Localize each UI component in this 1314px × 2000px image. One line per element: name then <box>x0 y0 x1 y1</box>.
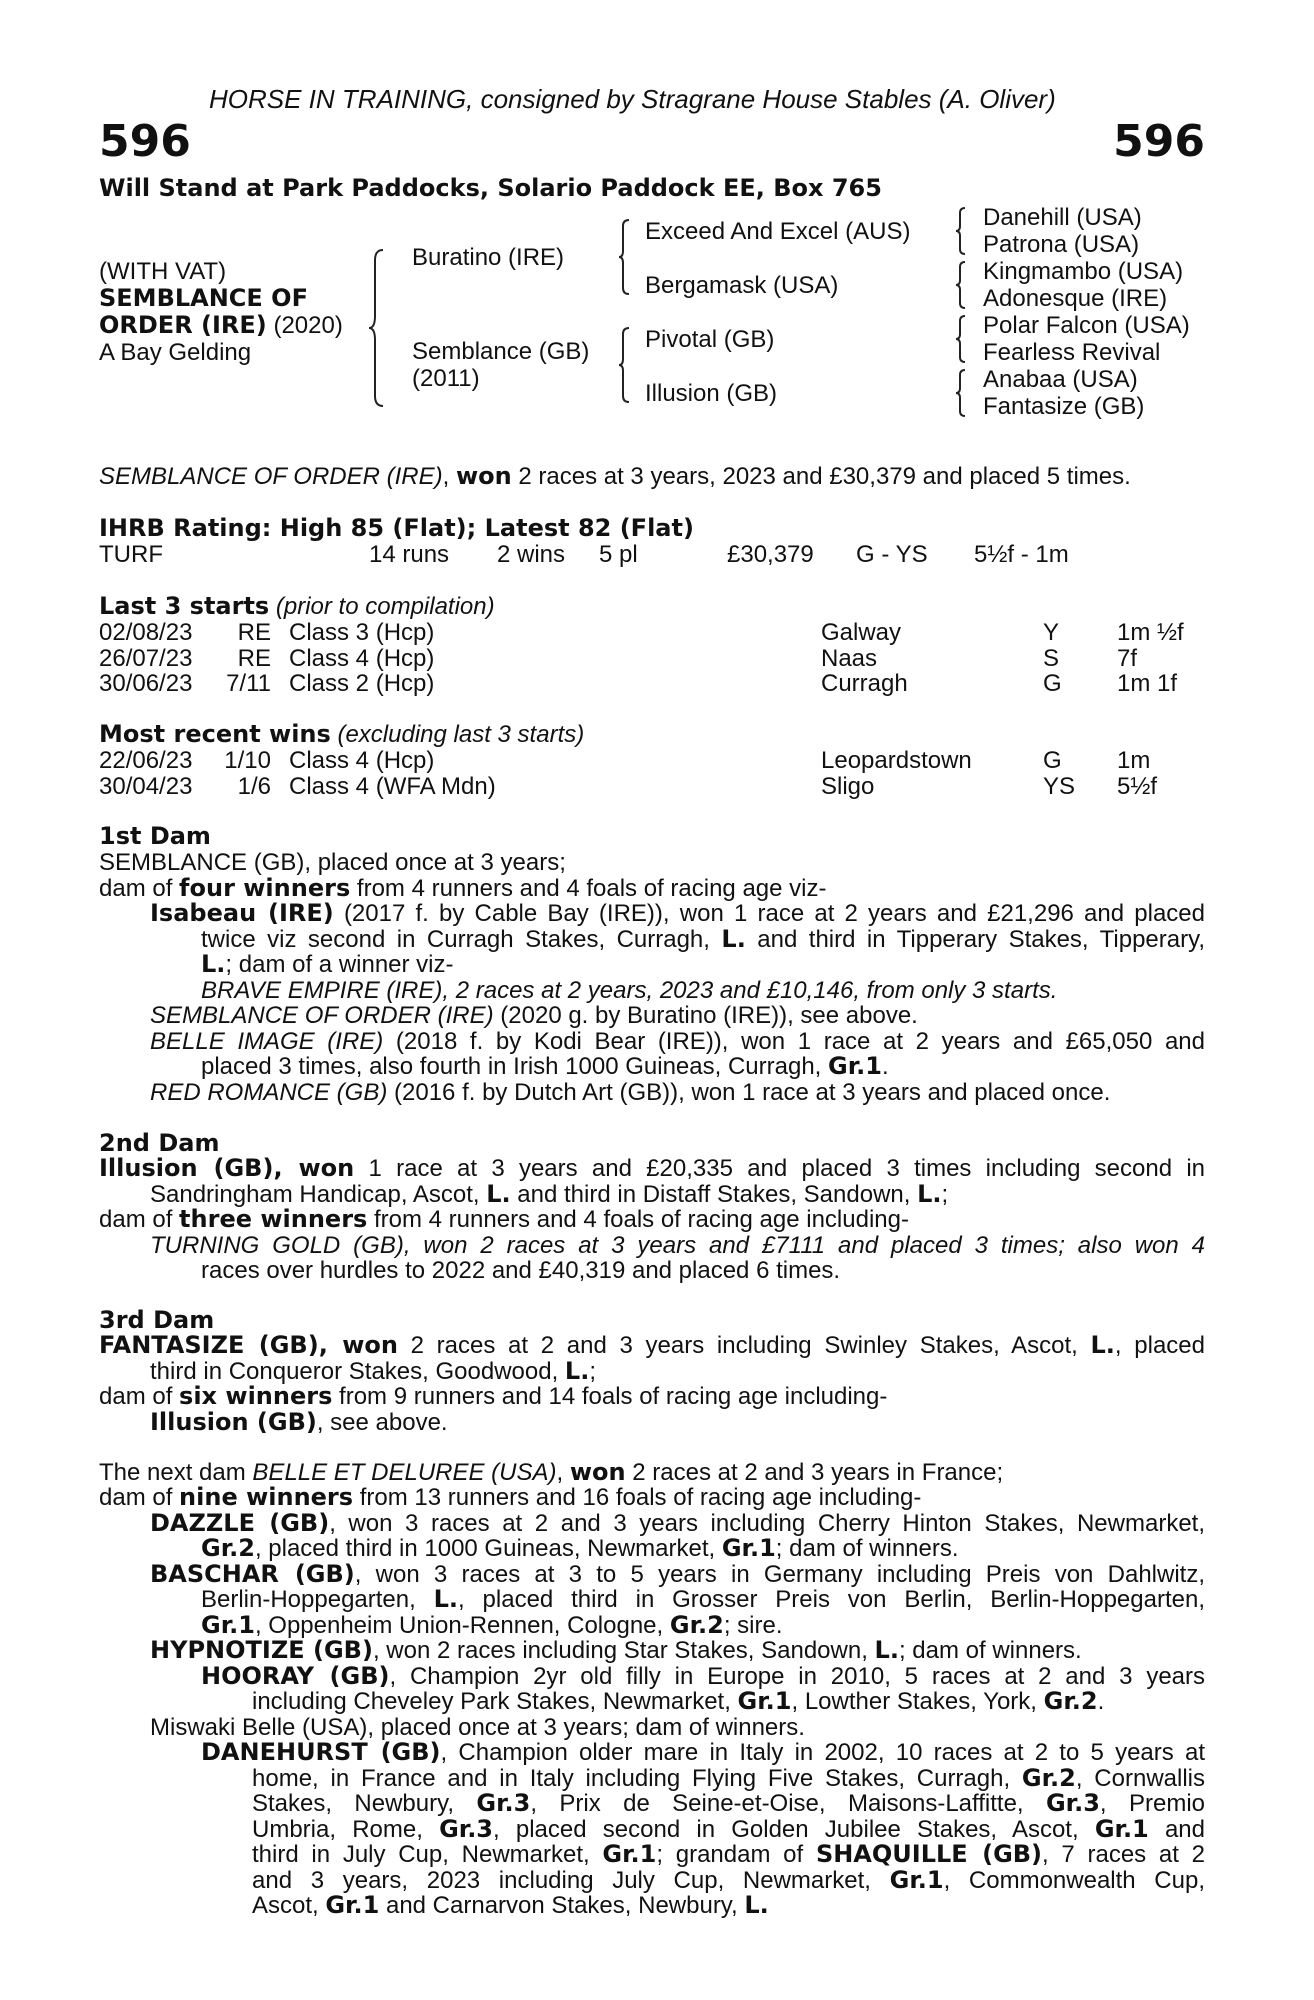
last-starts-note: (prior to compilation) <box>269 593 495 620</box>
rating-title: IHRB Rating: High 85 (Flat); Latest 82 (Flat) <box>99 514 694 542</box>
last-starts-pos: RE <box>237 644 271 672</box>
next-dam-line1 <box>99 1460 1205 1486</box>
third-dam-line3 <box>99 1384 1205 1410</box>
tg-name: TURNING GOLD (GB) <box>150 1232 404 1259</box>
summary-rest: 2 races at 3 years, 2023 and £30,379 and placed 5 times. <box>511 463 1131 490</box>
sire-name: Buratino (IRE) <box>412 244 565 271</box>
last-starts-heading: Last 3 starts <box>99 592 270 620</box>
dsd-name: Fearless Revival <box>983 339 1161 366</box>
listed-mark: L. <box>486 1180 511 1208</box>
t: , placed second in Golden Jubilee Stakes, Ascot, <box>493 1816 1095 1843</box>
baschar-line2 <box>201 1587 1205 1613</box>
t: and Carnarvon Stakes, Newbury, <box>379 1892 745 1919</box>
recent-wins-course: Sligo <box>821 772 875 800</box>
horse-name-line2 <box>99 312 343 339</box>
consignment-header: HORSE IN TRAINING, consigned by Stragrane House Stables (A. Oliver) <box>209 84 1056 114</box>
t: dam of <box>99 1383 180 1410</box>
dazzle-line2 <box>201 1536 1307 1562</box>
t: , Lowther Stakes, York, <box>791 1688 1044 1715</box>
t: , 2 races at 2 years, 2023 and £10,146, from only 3 starts. <box>442 977 1058 1004</box>
t: Gr.2 <box>1043 1687 1098 1715</box>
t: , placed <box>1114 1332 1205 1359</box>
brave-name: BRAVE EMPIRE (IRE) <box>201 977 443 1004</box>
t: Berlin-Hoppegarten, <box>201 1586 434 1613</box>
t: ; dam of winners. <box>775 1535 959 1562</box>
t: four winners <box>179 874 351 902</box>
last-starts-race: Class 3 (Hcp) <box>289 619 435 646</box>
recent-wins-row <box>99 748 1205 774</box>
last-starts-going: Y <box>1043 619 1060 646</box>
t: Illusion (GB) <box>150 1408 317 1436</box>
horse-year: (2020) <box>266 312 343 339</box>
vat-label: (WITH VAT) <box>99 258 227 285</box>
t: Gr.1 <box>201 1611 255 1639</box>
first-dam-line2 <box>99 876 1205 902</box>
t: and 3 years, 2023 including July Cup, Newmarket, <box>252 1867 890 1894</box>
last-starts-race: Class 2 (Hcp) <box>289 670 435 698</box>
t: Gr.1 <box>889 1866 944 1894</box>
t: ; dam of winners. <box>898 1637 1082 1664</box>
recent-wins-going: YS <box>1043 772 1076 800</box>
rating-wins: 2 wins <box>497 541 566 568</box>
t: HYPNOTIZE (GB) <box>150 1636 373 1664</box>
t: Gr.1 <box>721 1534 776 1562</box>
recent-wins-race: Class 4 (WFA Mdn) <box>289 772 496 800</box>
won: won <box>569 1458 626 1486</box>
last-starts-date: 02/08/23 <box>99 619 193 646</box>
brave-empire-line <box>201 978 1307 1004</box>
pedigree-brace-sd <box>955 260 967 310</box>
ssd-name: Patrona (USA) <box>983 231 1140 258</box>
recent-wins-note: (excluding last 3 starts) <box>330 721 585 748</box>
t: ; <box>589 1358 596 1385</box>
t: including Cheveley Park Stakes, Newmarket, <box>252 1688 738 1715</box>
last-starts-dist: 7f <box>1117 644 1138 672</box>
recent-wins-course: Leopardstown <box>821 747 972 774</box>
second-dam-title: 2nd Dam <box>99 1129 220 1157</box>
t: . <box>881 1053 889 1080</box>
t: from 13 runners and 16 foals of racing age including- <box>353 1484 922 1511</box>
t: , Oppenheim Union-Rennen, Cologne, <box>254 1612 670 1639</box>
t: third in July Cup, Newmarket, <box>252 1841 603 1868</box>
t: Gr.2 <box>1021 1764 1076 1792</box>
last-starts-course: Naas <box>821 644 878 672</box>
t: Gr.1 <box>325 1891 380 1919</box>
turning-gold-line1 <box>150 1233 1205 1259</box>
summary-sep: , <box>442 463 456 490</box>
sds-name: Kingmambo (USA) <box>983 258 1184 285</box>
recent-wins-pos: 1/6 <box>237 772 271 800</box>
t: , placed third in 1000 Guineas, Newmarket, <box>254 1535 722 1562</box>
pedigree-brace-dd <box>955 368 967 418</box>
third-dam-line4 <box>150 1410 1256 1436</box>
first-dam-title: 1st Dam <box>99 822 211 850</box>
t: . <box>1097 1688 1105 1715</box>
recent-wins-title <box>99 722 1205 748</box>
baschar-line3 <box>201 1613 1307 1639</box>
danehurst-line7 <box>252 1893 1314 1919</box>
last-starts-dist: 1m ½f <box>1117 619 1184 646</box>
last-starts-row <box>99 671 1205 697</box>
t: SHAQUILLE (GB) <box>815 1840 1043 1868</box>
belle-image-line2 <box>201 1054 1307 1080</box>
t: HOORAY (GB) <box>201 1662 390 1690</box>
listed-mark: L. <box>917 1180 942 1208</box>
stand-location: Will Stand at Park Paddocks, Solario Paddock EE, Box 765 <box>99 174 882 202</box>
last-starts-title <box>99 594 1205 620</box>
recent-wins-heading: Most recent wins <box>99 720 331 748</box>
t: , placed third in Grosser Preis von Berlin, Berlin-Hoppegarten, <box>458 1586 1205 1613</box>
danehurst-line1 <box>201 1740 1205 1766</box>
recent-wins-dist: 5½f <box>1117 772 1158 800</box>
t: Sandringham Handicap, Ascot, <box>150 1181 487 1208</box>
t: ; sire. <box>723 1612 783 1639</box>
t: , won 3 races at 2 and 3 years including Cherry Hinton Stakes, Newmarket, <box>329 1510 1205 1537</box>
t: six winners <box>179 1382 333 1410</box>
rating-row <box>99 542 1205 568</box>
horse-description: A Bay Gelding <box>99 339 252 366</box>
t: BASCHAR (GB) <box>150 1560 355 1588</box>
recent-wins-dist: 1m <box>1117 747 1151 774</box>
t: Ascot, <box>252 1892 326 1919</box>
t: nine winners <box>179 1483 354 1511</box>
last-starts-row <box>99 620 1205 646</box>
won: , won <box>273 1154 355 1182</box>
belle-image-line1 <box>150 1029 1205 1055</box>
t: ; <box>941 1181 949 1208</box>
last-starts-pos: RE <box>237 619 271 646</box>
isabeau-line3 <box>201 952 1307 978</box>
recent-wins-race: Class 4 (Hcp) <box>289 747 435 774</box>
t: Gr.3 <box>439 1815 494 1843</box>
t: , Cornwallis <box>1075 1765 1206 1792</box>
recent-wins-pos: 1/10 <box>224 747 271 774</box>
last-starts-dist: 1m 1f <box>1117 670 1178 698</box>
listed-mark: L. <box>1090 1331 1115 1359</box>
t: (2017 f. by Cable Bay (IRE)), won 1 race at 2 years and £21,296 and placed <box>333 900 1205 927</box>
isabeau-line1 <box>150 901 1205 927</box>
listed-mark: L. <box>201 950 226 978</box>
t: from 4 runners and 4 foals of racing age viz- <box>350 875 827 902</box>
rating-placed: 5 pl <box>599 541 638 568</box>
t: BELLE ET DELUREE (USA) <box>252 1459 557 1486</box>
pedigree-brace-sire <box>617 218 631 296</box>
t: , won 2 races including Star Stakes, Sandown, <box>372 1637 875 1664</box>
t: The next dam <box>99 1459 253 1486</box>
t: , <box>556 1459 570 1486</box>
t: Umbria, Rome, <box>252 1816 440 1843</box>
dazzle-line1 <box>150 1511 1205 1537</box>
t: , Prix de Seine-et-Oise, Maisons-Laffitte, <box>530 1790 1046 1817</box>
horse-name-line1: SEMBLANCE OF <box>99 284 308 312</box>
t: Stakes, Newbury, <box>252 1790 477 1817</box>
summary-won: won <box>455 462 512 490</box>
pedigree-brace-main <box>367 248 385 408</box>
t: and third in Tipperary Stakes, Tipperary, <box>745 926 1205 953</box>
t: Gr.2 <box>201 1534 255 1562</box>
red-romance-line <box>150 1080 1256 1106</box>
danehurst-line3 <box>252 1791 1205 1817</box>
second-dam-line2 <box>150 1182 1256 1208</box>
first-dam-line1: SEMBLANCE (GB), placed once at 3 years; <box>99 849 566 876</box>
t: L. <box>433 1585 459 1613</box>
isabeau-line2 <box>201 927 1205 953</box>
lot-number-left: 596 <box>99 116 191 167</box>
last-starts-going: S <box>1043 644 1060 672</box>
t: Gr.3 <box>476 1789 531 1817</box>
dd-name: Illusion (GB) <box>645 380 778 407</box>
lot-number-right: 596 <box>1113 116 1205 167</box>
t: L. <box>874 1636 899 1664</box>
won: , won <box>318 1331 398 1359</box>
second-dam-line1 <box>99 1156 1205 1182</box>
danehurst-line6 <box>252 1868 1205 1894</box>
last-starts-race: Class 4 (Hcp) <box>289 644 435 672</box>
rating-runs: 14 runs <box>369 541 450 568</box>
fantasize-name: FANTASIZE (GB) <box>99 1331 319 1359</box>
t: third in Conqueror Stakes, Goodwood, <box>150 1358 565 1385</box>
ds-name: Pivotal (GB) <box>645 326 775 353</box>
third-dam-title: 3rd Dam <box>99 1306 215 1334</box>
t: , see above. <box>316 1409 448 1436</box>
dss-name: Polar Falcon (USA) <box>983 312 1190 339</box>
t: from 4 runners and 4 foals of racing age including- <box>367 1206 909 1233</box>
listed-mark: L. <box>721 925 746 953</box>
t: and third in Distaff Stakes, Sandown, <box>510 1181 918 1208</box>
t: Gr.1 <box>1094 1815 1149 1843</box>
recent-wins-going: G <box>1043 747 1062 774</box>
t: ; grandam of <box>656 1841 816 1868</box>
t: , 7 races at 2 <box>1042 1841 1206 1868</box>
third-dam-line2 <box>150 1359 1256 1385</box>
illusion-name: Illusion (GB) <box>99 1154 274 1182</box>
ss-name: Exceed And Excel (AUS) <box>645 218 911 245</box>
last-starts-row <box>99 646 1205 672</box>
t: Gr.1 <box>737 1687 792 1715</box>
t: dam of <box>99 875 180 902</box>
t: placed 3 times, also fourth in Irish 1000 Guineas, Curragh, <box>201 1053 828 1080</box>
t: L. <box>744 1891 769 1919</box>
t: twice viz second in Curragh Stakes, Curragh, <box>201 926 722 953</box>
t: Gr.1 <box>602 1840 657 1868</box>
t: Gr.3 <box>1045 1789 1100 1817</box>
dds-name: Anabaa (USA) <box>983 366 1138 393</box>
last-starts-pos: 7/11 <box>226 670 271 698</box>
recent-wins-date: 22/06/23 <box>99 747 193 774</box>
t: (2016 f. by Dutch Art (GB)), won 1 race at 3 years and placed once. <box>387 1079 1111 1106</box>
gr1-mark: Gr.1 <box>828 1052 882 1080</box>
recent-wins-date: 30/04/23 <box>99 772 193 800</box>
race-summary <box>99 464 1205 490</box>
dam-year: (2011) <box>412 365 480 392</box>
sdd-name: Adonesque (IRE) <box>983 285 1168 312</box>
last-starts-course: Curragh <box>821 670 908 698</box>
t: three winners <box>179 1205 368 1233</box>
t: , won 2 races at 3 years and £7111 and placed 3 times; also won 4 <box>403 1232 1205 1259</box>
t: Gr.2 <box>669 1611 724 1639</box>
next-dam-line2 <box>99 1485 1205 1511</box>
t: DANEHURST (GB) <box>201 1738 441 1766</box>
summary-horse-name: SEMBLANCE OF ORDER (IRE) <box>99 463 443 490</box>
t: , Champion older mare in Italy in 2002, 10 races at 2 to 5 years at <box>440 1739 1205 1766</box>
sd-name: Bergamask (USA) <box>645 272 839 299</box>
horse-name-bold: ORDER (IRE) <box>99 311 267 339</box>
t: ; dam of a winner viz- <box>225 951 454 978</box>
second-dam-line3 <box>99 1207 1205 1233</box>
t: (2018 f. by Kodi Bear (IRE)), won 1 race at 2 years and £65,050 and <box>383 1028 1206 1055</box>
listed-mark: L. <box>564 1357 590 1385</box>
rating-surface: TURF <box>99 541 163 568</box>
t: , Commonwealth Cup, <box>943 1867 1205 1894</box>
third-dam-line1 <box>99 1333 1205 1359</box>
miswaki-line: Miswaki Belle (USA), placed once at 3 years; dam of winners. <box>150 1714 805 1741</box>
danehurst-line2 <box>252 1766 1205 1792</box>
t: DAZZLE (GB) <box>150 1509 330 1537</box>
t: 1 race at 3 years and £20,335 and placed 3 times including second in <box>354 1155 1205 1182</box>
t: from 9 runners and 14 foals of racing age including- <box>332 1383 888 1410</box>
sss-name: Danehill (USA) <box>983 204 1142 231</box>
pedigree-brace-ss <box>955 206 967 256</box>
rating-earnings: £30,379 <box>727 541 814 568</box>
pedigree-brace-dam <box>617 326 631 404</box>
semb-name: SEMBLANCE OF ORDER (IRE) <box>150 1002 494 1029</box>
t: 2 races at 2 and 3 years in France; <box>625 1459 1004 1486</box>
baschar-line1 <box>150 1562 1205 1588</box>
recent-wins-row <box>99 774 1205 800</box>
last-starts-date: 26/07/23 <box>99 644 193 672</box>
danehurst-line4 <box>252 1817 1205 1843</box>
t: , Champion 2yr old filly in Europe in 2010, 5 races at 2 and 3 years <box>389 1663 1206 1690</box>
ddd-name: Fantasize (GB) <box>983 393 1145 420</box>
t: , Premio <box>1099 1790 1205 1817</box>
danehurst-line5 <box>252 1842 1205 1868</box>
hooray-line2 <box>252 1689 1314 1715</box>
rating-distance: 5½f - 1m <box>974 541 1069 568</box>
last-starts-date: 30/06/23 <box>99 670 193 698</box>
pedigree-brace-ds <box>955 314 967 364</box>
last-starts-going: G <box>1043 670 1062 698</box>
t: dam of <box>99 1206 180 1233</box>
t: 2 races at 2 and 3 years including Swinley Stakes, Ascot, <box>397 1332 1091 1359</box>
t: (2020 g. by Buratino (IRE)), see above. <box>493 1002 918 1029</box>
dam-name: Semblance (GB) <box>412 338 590 365</box>
isabeau-name: Isabeau (IRE) <box>150 899 334 927</box>
turning-gold-line2: races over hurdles to 2022 and £40,319 and placed 6 times. <box>201 1257 841 1284</box>
hooray-line1 <box>201 1664 1205 1690</box>
rating-going: G - YS <box>856 541 928 568</box>
hypnotize-line <box>150 1638 1256 1664</box>
t: and <box>1148 1816 1205 1843</box>
last-starts-course: Galway <box>821 619 902 646</box>
semblance-line <box>150 1003 1256 1029</box>
t: dam of <box>99 1484 180 1511</box>
t: , won 3 races at 3 to 5 years in Germany including Preis von Dahlwitz, <box>354 1561 1205 1588</box>
belle-name: BELLE IMAGE (IRE) <box>150 1028 384 1055</box>
t: home, in France and in Italy including Flying Five Stakes, Curragh, <box>252 1765 1022 1792</box>
red-name: RED ROMANCE (GB) <box>150 1079 388 1106</box>
